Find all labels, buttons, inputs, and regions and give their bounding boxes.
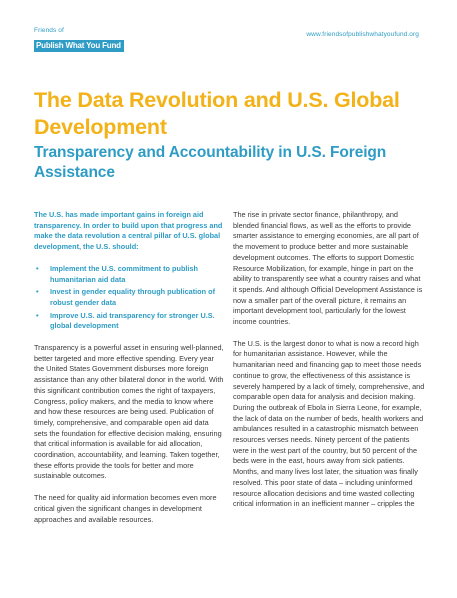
bullet-icon: •: [36, 287, 39, 297]
body-paragraph: The rise in private sector finance, philanthropy, and blended financial flows, as well as the efforts to provide smarter assistance to emerging economies, are all part of the movement to produce better and more sustainable development outcomes. The efforts to support Domestic Resource Mobilization, for example, hinge in part on the ability to transparently see what a country raises and what it spends. And although Official Development Assistance is now a smaller part of the overall picture, it remains an important development tool, particularly for the lowest income countries.: [233, 210, 423, 327]
logo-main-text: Publish What You Fund: [34, 40, 124, 52]
logo-small-text: Friends of: [34, 27, 64, 34]
logo: [34, 27, 124, 53]
recommendation-text: Invest in gender equality through publication of robust gender data: [50, 287, 215, 307]
recommendation-item: [34, 287, 224, 308]
recommendation-item: [34, 311, 224, 332]
right-column: [233, 210, 425, 510]
bullet-icon: •: [36, 310, 39, 320]
recommendation-text: Improve U.S. aid transparency for stronger U.S. global development: [50, 310, 215, 331]
website-url[interactable]: www.friendsofpublishwhatyoufund.org: [306, 31, 419, 38]
body-paragraph: Transparency is a powerful asset in ensuring well-planned, better targeted and more effective spending. Every year the United States Government disburses more foreign assistance than any other bilateral donor in the world. With this significant contribution comes the right of taxpayers, Congress, policy makers, and the media to know where and how these resources are being used. Publication of timely, comprehensive, and comparable open aid data sets the foundation for effective decision making, ensuring that critical information is available for aid allocation, coordination, accountability, and learning. Taken together, these efforts provide the tools for better and more sustainable outcomes.: [34, 343, 224, 481]
bullet-icon: •: [36, 263, 39, 273]
document-subtitle: Transparency and Accountability in U.S. Foreign Assistance: [34, 144, 387, 181]
intro-paragraph: The U.S. has made important gains in foreign aid transparency. In order to build upon that progress and make the data revolution a central pillar of U.S. global development, the U.S. should:: [34, 210, 223, 252]
body-paragraph: The need for quality aid information becomes even more critical given the significant changes in development approaches and available resources.: [34, 493, 217, 524]
recommendation-item: [34, 264, 224, 285]
recommendation-text: Implement the U.S. commitment to publish humanitarian aid data: [50, 263, 198, 284]
left-column: [34, 210, 224, 525]
body-paragraph: The U.S. is the largest donor to what is now a record high for humanitarian assistance. However, while the humanitarian need and financing gap to meet those needs continue to grow, the effectiveness of this assistance is severely hampered by a lack of timely, comprehensive, and comparable open data for analysis and decision making. During the outbreak of Ebola in Sierra Leone, for example, the lack of data on the number of beds, health workers and ambulances resulted in a catastrophic mismatch between resources verses needs. Ninety percent of the patients were in the west part of the country, but 50 percent of the beds were in the east, hours away from sick patients. Months, and many lives lost later, the situation was finally resolved. This poor state of data – including uninformed resource allocation decisions and time wasted collecting critical information in an inefficient manner – cripples the: [233, 338, 425, 509]
recommendation-list: [34, 264, 224, 332]
document-title: The Data Revolution and U.S. Global Development: [34, 88, 400, 139]
